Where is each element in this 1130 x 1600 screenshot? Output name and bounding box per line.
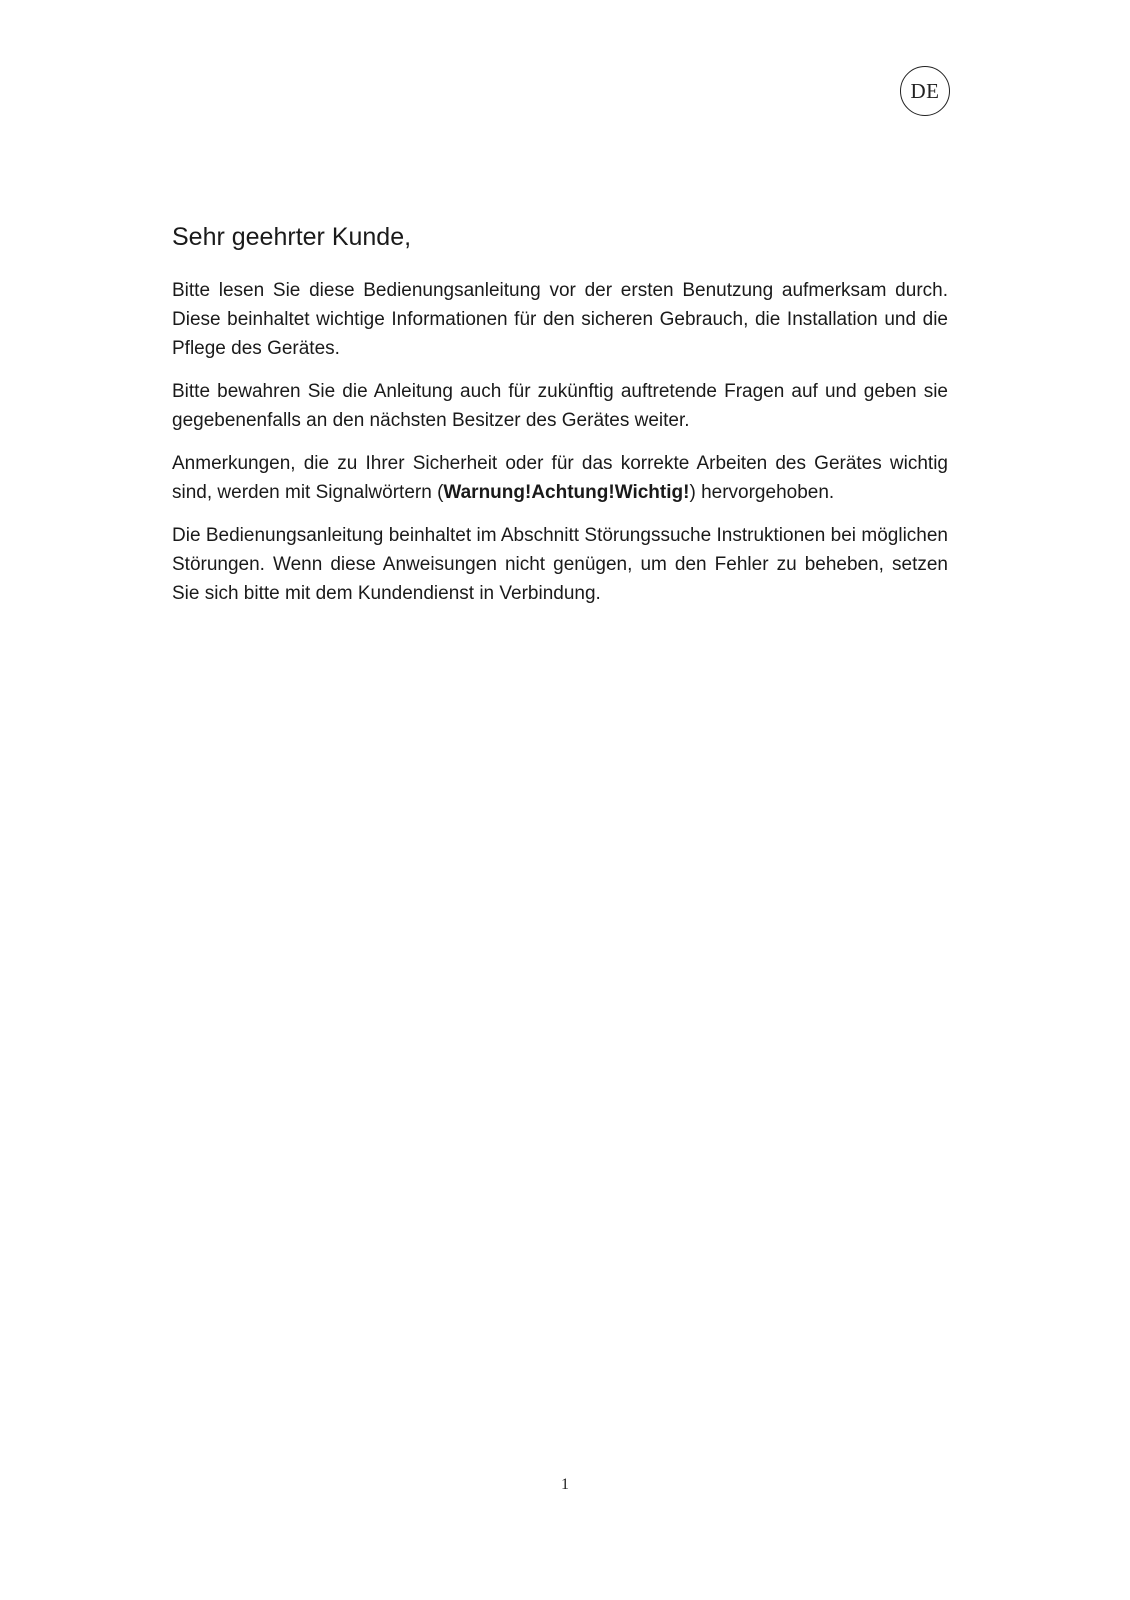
troubleshooting-paragraph: Die Bedienungsanleitung beinhaltet im Abschnitt Störungssuche Instruktionen bei möglichen Störungen. Wenn diese Anweisungen nicht genügen, um den Fehler zu beheben, setzen Sie sich bitte mit dem Kundendienst in Verbindung. bbox=[172, 525, 948, 604]
signal-words-emphasis: Warnung!Achtung!Wichtig! bbox=[443, 482, 690, 503]
keep-manual-paragraph: Bitte bewahren Sie die Anleitung auch für zukünftig auftretende Fragen auf und geben sie gegebenenfalls an den nächsten Besitzer des Gerätes weiter. bbox=[172, 381, 948, 431]
signal-words-text-before: Anmerkungen, die zu Ihrer Sicherheit oder für das korrekte Arbeiten des Gerätes wichtig sind, werden mit Signalwörtern ( bbox=[172, 453, 948, 503]
signal-words-paragraph bbox=[172, 449, 948, 507]
signal-words-text-after: ) hervorgehoben. bbox=[689, 482, 835, 503]
document-body bbox=[172, 222, 948, 622]
greeting-heading: Sehr geehrter Kunde, bbox=[172, 223, 412, 251]
page-number: 1 bbox=[561, 1476, 569, 1493]
intro-paragraph: Bitte lesen Sie diese Bedienungsanleitung vor der ersten Benutzung aufmerksam durch. Diese beinhaltet wichtige Informationen für den sicheren Gebrauch, die Installation und die Pflege des Gerätes. bbox=[172, 280, 948, 359]
language-badge: DE bbox=[900, 66, 950, 116]
